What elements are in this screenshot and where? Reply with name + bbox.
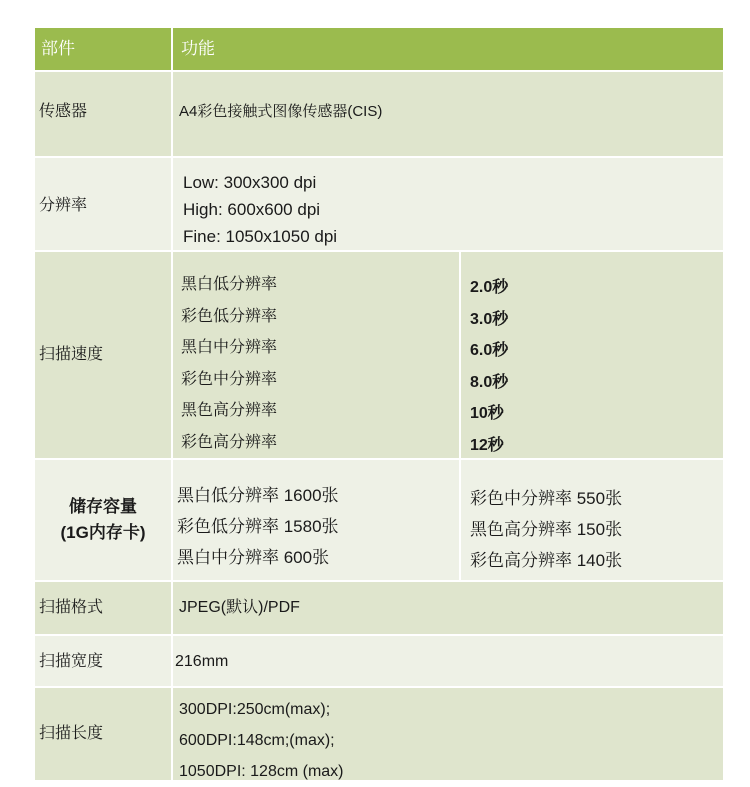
table-row-sensor (35, 72, 723, 156)
table-row-storage (35, 460, 723, 580)
format-label: 扫描格式 (39, 599, 104, 616)
length-lines (179, 694, 344, 787)
format-label-cell (35, 582, 171, 634)
speed-time: 3.0秒 (470, 310, 509, 328)
storage-item: 彩色中分辨率 550张 (470, 489, 623, 508)
sensor-label: 传感器 (39, 103, 88, 120)
sensor-value: A4彩色接触式图像传感器(CIS) (179, 103, 383, 120)
table-header-row (35, 28, 723, 70)
sensor-label-cell (35, 72, 171, 156)
header-cell-part (35, 28, 171, 70)
speed-time: 6.0秒 (470, 342, 509, 359)
header-part-label: 部件 (41, 39, 75, 58)
resolution-line: High: 600x600 dpi (183, 200, 321, 219)
width-label-cell (35, 636, 171, 686)
storage-left-list (177, 480, 339, 573)
resolution-lines (183, 169, 337, 250)
storage-right-cell (461, 460, 723, 580)
table-row-format (35, 582, 723, 634)
storage-item: 黑白中分辨率 600张 (177, 548, 330, 567)
storage-right-list (470, 483, 622, 576)
table-row-resolution (35, 158, 723, 250)
width-label: 扫描宽度 (39, 653, 104, 670)
sensor-value-cell (173, 72, 723, 156)
length-label: 扫描长度 (39, 725, 104, 742)
speed-label: 扫描速度 (39, 346, 104, 363)
length-value-cell (173, 688, 723, 780)
length-line: 300DPI:250cm(max); (179, 701, 331, 718)
resolution-line: Fine: 1050x1050 dpi (183, 227, 338, 246)
header-function-label: 功能 (181, 39, 215, 58)
speed-time: 10秒 (470, 405, 504, 422)
resolution-line: Low: 300x300 dpi (183, 173, 317, 192)
length-line: 1050DPI: 128cm (max) (179, 763, 344, 780)
speed-mode: 黑白中分辨率 (181, 339, 278, 356)
storage-label-line: 储存容量 (69, 497, 137, 516)
speed-mode-cell (173, 252, 459, 458)
length-label-cell (35, 688, 171, 780)
resolution-label-cell (35, 158, 171, 250)
storage-left-cell (173, 460, 459, 580)
speed-mode: 彩色低分辨率 (181, 307, 278, 325)
format-value: JPEG(默认)/PDF (179, 599, 300, 616)
format-value-cell (173, 582, 723, 634)
speed-mode: 彩色中分辨率 (181, 370, 278, 388)
table-row-length (35, 688, 723, 780)
width-value-cell (173, 636, 723, 686)
storage-item: 彩色低分辨率 1580张 (177, 517, 339, 536)
speed-label-cell (35, 252, 171, 458)
storage-item: 彩色高分辨率 140张 (470, 551, 623, 570)
speed-mode: 彩色高分辨率 (181, 433, 278, 451)
speed-time: 2.0秒 (470, 279, 509, 296)
speed-time-list (470, 272, 508, 461)
length-line: 600DPI:148cm;(max); (179, 732, 335, 749)
storage-item: 黑白低分辨率 1600张 (177, 486, 339, 505)
speed-time-cell (461, 252, 723, 458)
speed-mode: 黑白低分辨率 (181, 276, 278, 293)
resolution-label: 分辨率 (39, 197, 88, 214)
resolution-value-cell (173, 158, 723, 250)
width-value: 216mm (175, 653, 229, 670)
storage-label-cell (35, 460, 171, 580)
speed-time: 8.0秒 (470, 373, 509, 391)
storage-item: 黑色高分辨率 150张 (470, 520, 623, 539)
speed-mode-list (181, 269, 277, 458)
storage-label-line: (1G内存卡) (60, 523, 146, 542)
table-row-width (35, 636, 723, 686)
storage-label (35, 494, 171, 546)
speed-time: 12秒 (470, 436, 504, 454)
speed-mode: 黑色高分辨率 (181, 402, 278, 419)
header-cell-function (173, 28, 723, 70)
table-row-speed (35, 252, 723, 458)
